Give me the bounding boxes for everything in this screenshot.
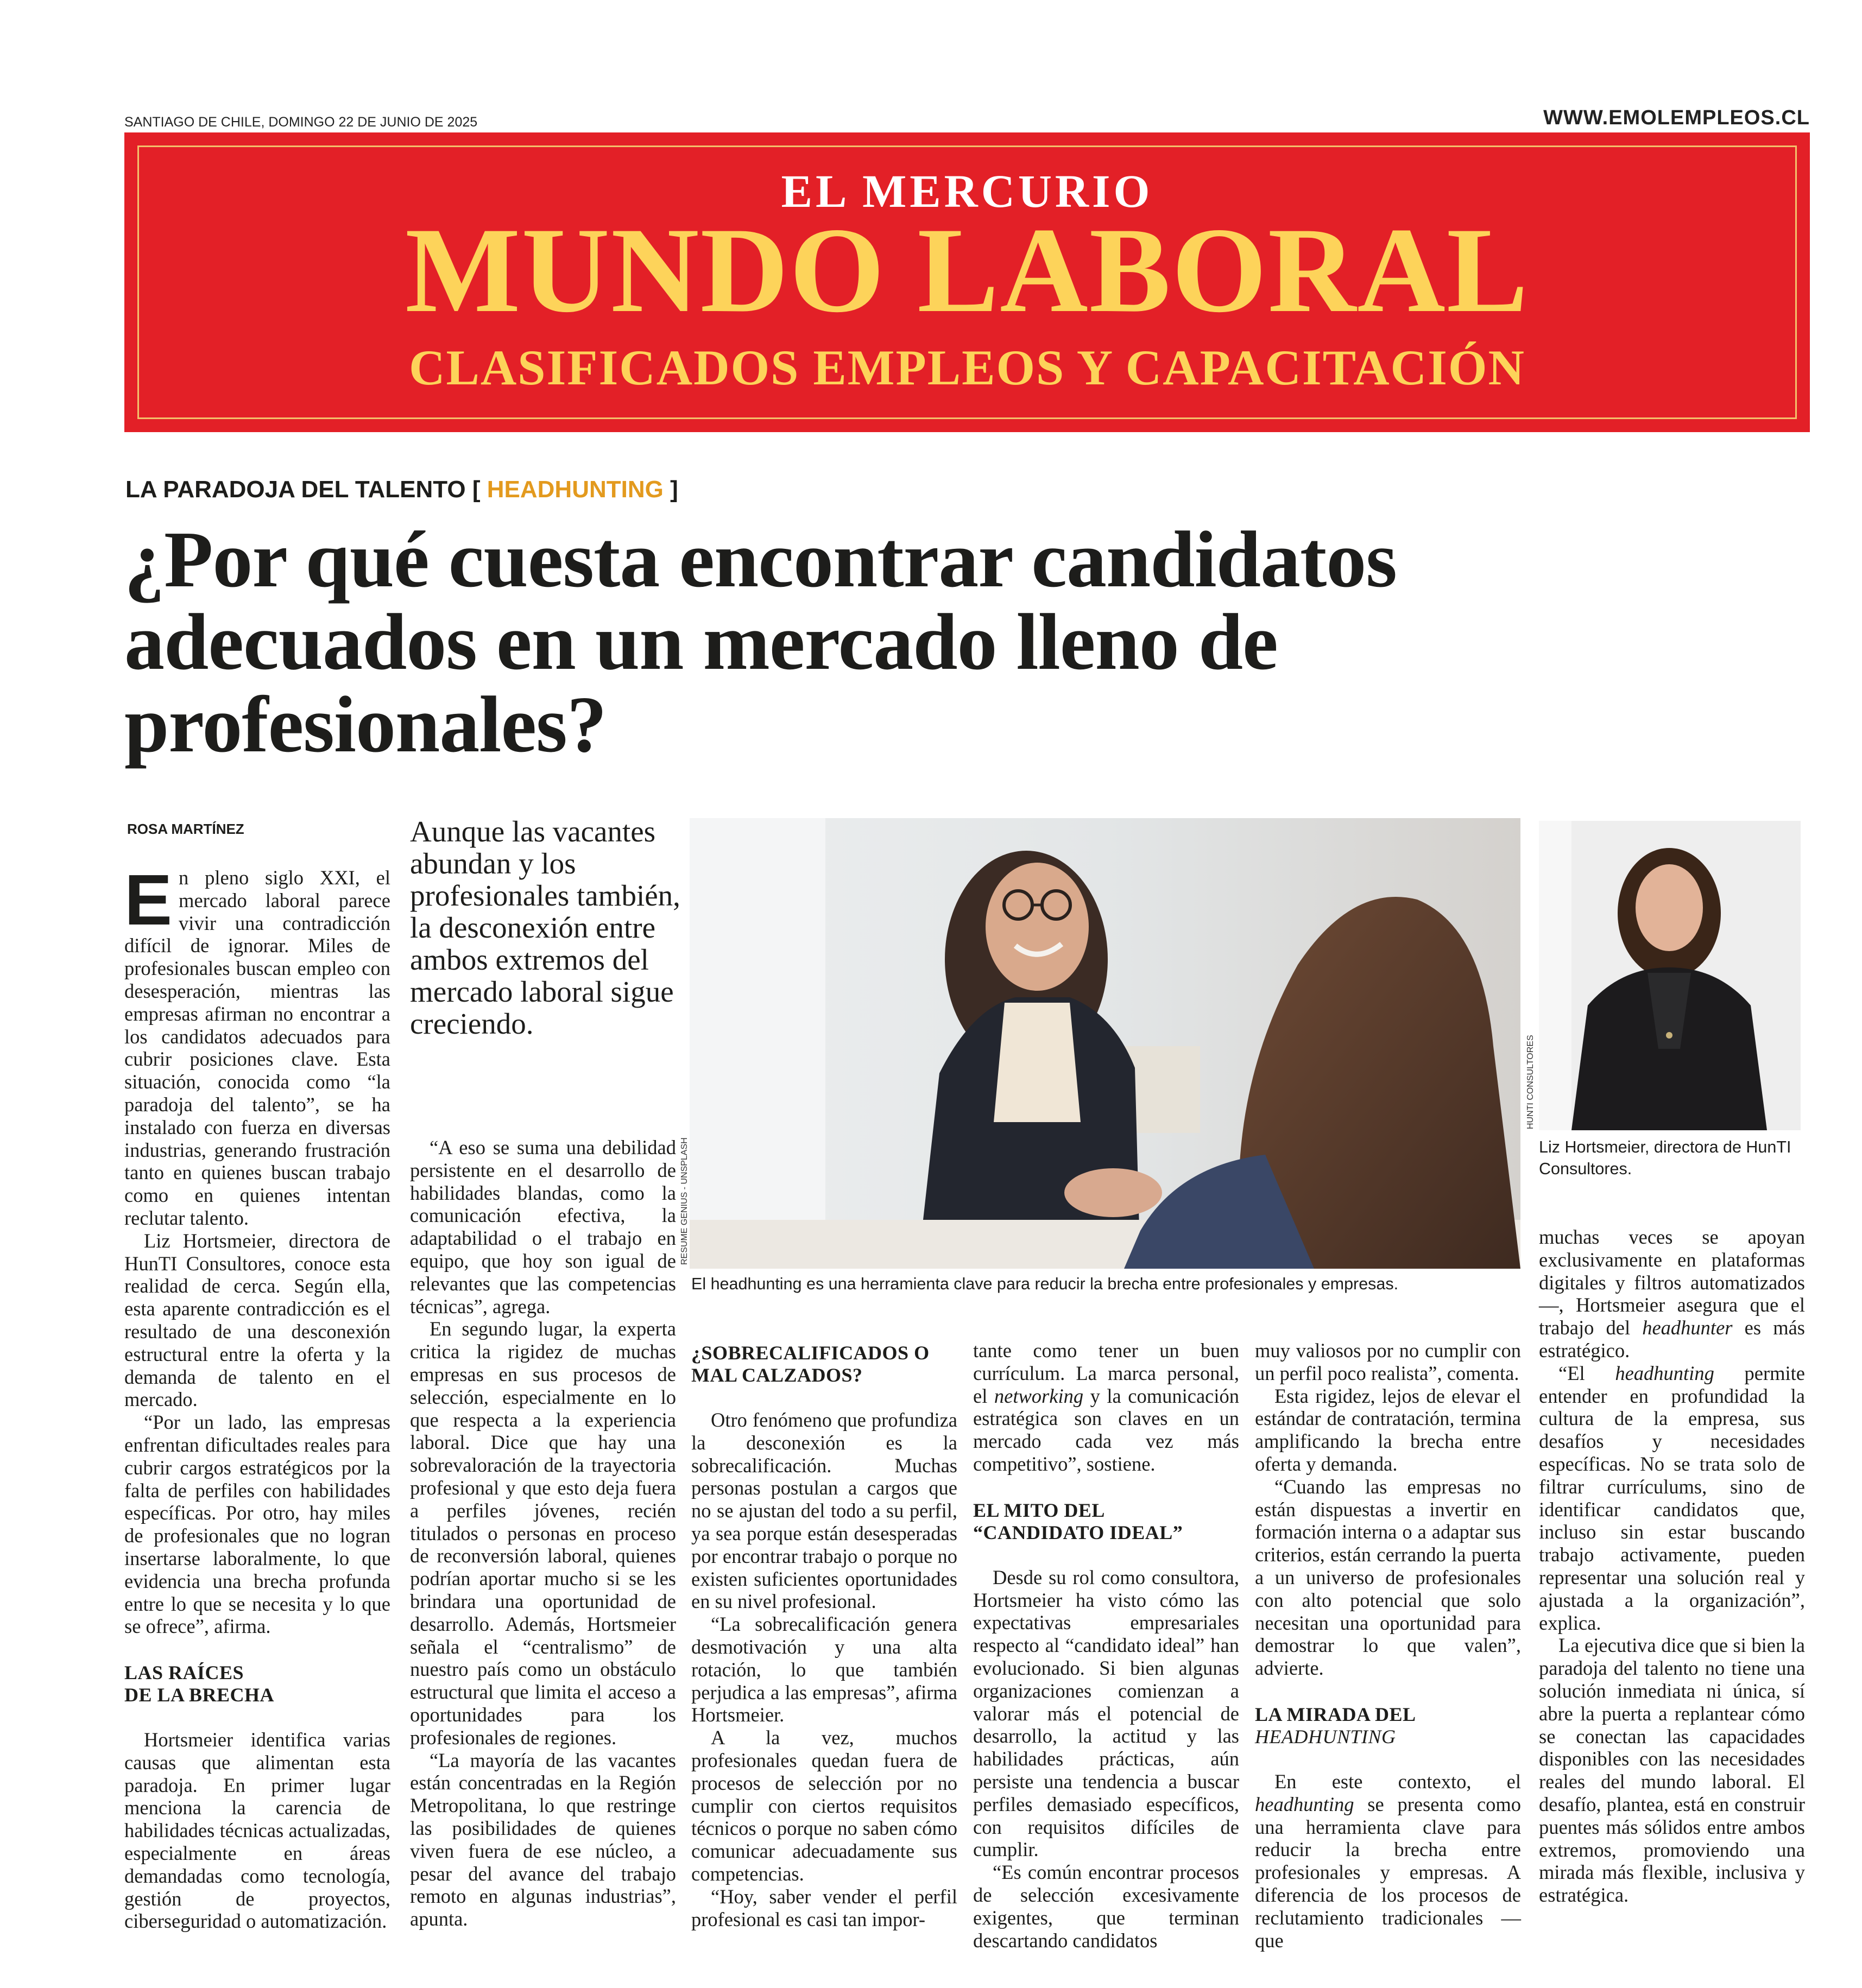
paragraph: Hortsmeier identifica varias causas que alimentan esta paradoja. En primer lugar menciona la carencia de habilidades técnicas actualizadas, especialmente en áreas demandadas como tecnología, gestión de proyectos, ciberseguridad o automatización. xyxy=(124,1729,390,1933)
paragraph: Otro fenómeno que profundiza la desconexión es la sobrecalificación. Muchas personas postulan a cargos que no se ajustan del todo a su perfil, ya sea porque están desesperadas por encontrar trabajo o porque no existen suficientes oportunidades en su nivel profesional. xyxy=(691,1409,957,1613)
paragraph: Esta rigidez, lejos de elevar el estándar de contratación, termina amplificando la brecha entre oferta y demanda. xyxy=(1255,1384,1521,1475)
paragraph: Liz Hortsmeier, directora de HunTI Consultores, conoce esta realidad de cerca. Según ella, esta aparente contradicción es el resultado de una desconexión estructural entre la oferta y la demanda de talento en el mercado. xyxy=(124,1229,390,1411)
column-6 xyxy=(1539,1226,1805,1907)
emphasis: headhunting xyxy=(1255,1793,1354,1815)
paragraph: “Cuando las empresas no están dispuestas a invertir en formación interna o a adaptar sus criterios, están cerrando la puerta a un universo de profesionales con alto potencial que solo necesitan una oportunidad para demostrar lo que valen”, advierte. xyxy=(1255,1475,1521,1680)
column-1 xyxy=(124,860,390,1933)
paragraph: muy valiosos por no cumplir con un perfil poco realista”, comenta. xyxy=(1255,1339,1521,1384)
subheading-line: HEADHUNTING xyxy=(1255,1725,1396,1748)
paragraph: A la vez, muchos profesionales quedan fuera de procesos de selección por no cumplir con ciertos requisitos técnicos o porque no saben cómo comunicar adecuadamente sus competencias. xyxy=(691,1726,957,1885)
subheading-line: LA MIRADA DEL xyxy=(1255,1703,1416,1725)
subheading xyxy=(973,1499,1239,1544)
masthead: EL MERCURIO xyxy=(781,165,1153,217)
paragraph: La ejecutiva dice que si bien la paradoja del talento no tiene una solución inmediata ni única, sí abre la puerta a replantear cómo se conectan las capacidades disponibles con las necesidades reales del mundo laboral. El desafío, plantea, está en construir puentes más sólidos entre ambos extremos, promoviendo una mirada más flexible, inclusiva y estratégica. xyxy=(1539,1634,1805,1907)
emphasis: headhunter xyxy=(1642,1316,1733,1339)
kicker-tag: HEADHUNTING xyxy=(487,476,664,503)
subheading xyxy=(691,1342,957,1386)
main-photo-caption: El headhunting es una herramienta clave para reducir la brecha entre profesionales y empresas. xyxy=(691,1275,1399,1293)
paragraph: “Es común encontrar procesos de selección excesivamente exigentes, que terminan descartando candidatos xyxy=(973,1861,1239,1952)
paragraph: “Por un lado, las empresas enfrentan dificultades reales para cubrir cargos estratégicos por la falta de perfiles con habilidades específicas. Por otro, hay miles de profesionales que no logran insertarse laboralmente, lo que evidencia una brecha profunda entre lo que se necesita y lo que se ofrece”, afirma. xyxy=(124,1411,390,1638)
section-banner xyxy=(124,132,1810,432)
paragraph-text: es más estratégico. xyxy=(1539,1316,1805,1362)
paragraph-text: En este contexto, el xyxy=(1274,1770,1521,1793)
subheading-line: DE LA BRECHA xyxy=(124,1684,275,1706)
paragraph: “La sobrecalificación genera desmotivación y una alta rotación, lo que también perjudica a las empresas”, afirma Hortsmeier. xyxy=(691,1613,957,1726)
paragraph: “La mayoría de las vacantes están concentradas en la Región Metropolitana, lo que restringe las posibilidades de quienes viven fuera de ese núcleo, a pesar del avance del trabajo remoto en algunas industrias”, apunta. xyxy=(410,1749,676,1930)
dateline: SANTIAGO DE CHILE, DOMINGO 22 DE JUNIO DE 2025 xyxy=(124,115,478,130)
portrait-photo-credit: HUNTI CONSULTORES xyxy=(1526,1035,1535,1129)
column-3 xyxy=(691,1314,957,1930)
main-photo-image xyxy=(690,818,1520,1269)
paragraph xyxy=(1255,1770,1521,1952)
column-4 xyxy=(973,1339,1239,1952)
paragraph: Desde su rol como consultora, Hortsmeier ha visto cómo las expectativas empresariales respecto al “candidato ideal” han evolucionado. Si bien algunas organizaciones comienzan a valorar más el potencial de desarrollo, la actitud y las habilidades prácticas, aún persiste una tendencia a buscar perfiles demasiado específicos, con requisitos difíciles de cumplir. xyxy=(973,1566,1239,1861)
paragraph: “Hoy, saber vender el perfil profesional es casi tan impor- xyxy=(691,1885,957,1930)
pull-quote: Aunque las vacantes abundan y los profesionales también, la desconexión entre ambos extremos del mercado laboral sigue creciendo. xyxy=(410,815,680,1040)
paragraph-text: y la comunicación estratégica son claves en un mercado cada vez más competitivo”, sostiene. xyxy=(973,1384,1239,1475)
paragraph xyxy=(124,860,390,1230)
subheading-line: EL MITO DEL xyxy=(973,1499,1105,1521)
subheading-line: “CANDIDATO IDEAL” xyxy=(973,1521,1183,1543)
kicker-text: LA PARADOJA DEL TALENTO xyxy=(125,476,466,503)
subheading-line: ¿SOBRECALIFICADOS O xyxy=(691,1342,930,1364)
article-kicker xyxy=(125,476,678,503)
paragraph: “A eso se suma una debilidad persistente en el desarrollo de habilidades blandas, como la comunicación efectiva, la adaptabilidad o el trabajo en equipo, que hoy son igual de relevantes que las competencias técnicas”, agrega. xyxy=(410,1136,676,1318)
article-headline: ¿Por qué cuesta encontrar candidatos adecuados en un mercado lleno de profesionales? xyxy=(124,515,1397,769)
paragraph-text: se presenta como una herramienta clave para reducir la brecha entre profesionales y empresas. A diferencia de los procesos de reclutamiento tradicionales —que xyxy=(1255,1793,1521,1952)
website-url[interactable]: WWW.EMOLEMPLEOS.CL xyxy=(1543,106,1810,129)
main-photo-credit: RESUME GENIUS - UNSPLASH xyxy=(680,1137,689,1265)
paragraph-text: n pleno siglo XXI, el mercado laboral parece vivir una contradicción difícil de ignorar. Miles de profesionales buscan empleo con desesperación, mientras las empresas afirman no encontrar a los candidatos adecuados para cubrir posiciones clave. Esta situación, conocida como “la paradoja del talento”, se ha instalado con fuerza en diversas industrias, generando frustración tanto en quienes buscan trabajo como en quienes intentan reclutar talento. xyxy=(124,866,390,1229)
byline: ROSA MARTÍNEZ xyxy=(127,821,244,837)
column-2 xyxy=(410,1136,676,1930)
column-5 xyxy=(1255,1339,1521,1952)
paragraph-text: permite entender en profundidad la cultura de la empresa, sus desafíos y necesidades específicas. No se trata solo de filtrar currículums, sino de identificar candidatos que, incluso sin estar buscando trabajo activamente, pueden representar una solución real y ajustada a la organización”, explica. xyxy=(1539,1362,1806,1634)
paragraph-text: “El xyxy=(1558,1362,1615,1384)
portrait-image xyxy=(1539,821,1801,1130)
paragraph xyxy=(1539,1362,1805,1635)
drop-cap: E xyxy=(124,860,173,940)
main-photo-handshake xyxy=(690,818,1520,1269)
kicker-bracket-close: ] xyxy=(670,476,678,503)
subheading-line: LAS RAÍCES xyxy=(124,1662,244,1684)
subheading xyxy=(1255,1704,1521,1748)
section-title: MUNDO LABORAL xyxy=(405,202,1529,338)
paragraph-text: muchas veces se apoyan exclusivamente en plataformas digitales y filtros automatizados—, Hortsmeier asegura que el trabajo del xyxy=(1539,1226,1805,1339)
paragraph xyxy=(1539,1226,1805,1362)
emphasis: headhunting xyxy=(1615,1362,1714,1384)
subheading-line: MAL CALZADOS? xyxy=(691,1364,863,1386)
subheading xyxy=(124,1662,390,1706)
paragraph: En segundo lugar, la experta critica la rigidez de muchas empresas en sus procesos de selección, especialmente en lo que respecta a la experiencia laboral. Dice que hay una sobrevaloración de la trayectoria profesional y que esto deja fuera a perfiles jóvenes, recién titulados o personas en proceso de reconversión laboral, quienes podrían aportar mucho si se les brindara una oportunidad de desarrollo. Además, Hortsmeier señala el “centralismo” de nuestro país como un obstáculo estructural que limita el acceso a oportunidades para los profesionales de regiones. xyxy=(410,1318,676,1749)
emphasis: networking xyxy=(994,1384,1084,1407)
paragraph-text: tante como tener un buen currículum. La marca personal, el xyxy=(973,1339,1239,1407)
section-subtitle: CLASIFICADOS EMPLEOS Y CAPACITACIÓN xyxy=(409,340,1525,395)
paragraph xyxy=(973,1339,1239,1476)
portrait-photo-caption: Liz Hortsmeier, directora de HunTI Consultores. xyxy=(1539,1138,1791,1178)
portrait-photo xyxy=(1539,821,1801,1130)
kicker-bracket-open: [ xyxy=(472,476,481,503)
